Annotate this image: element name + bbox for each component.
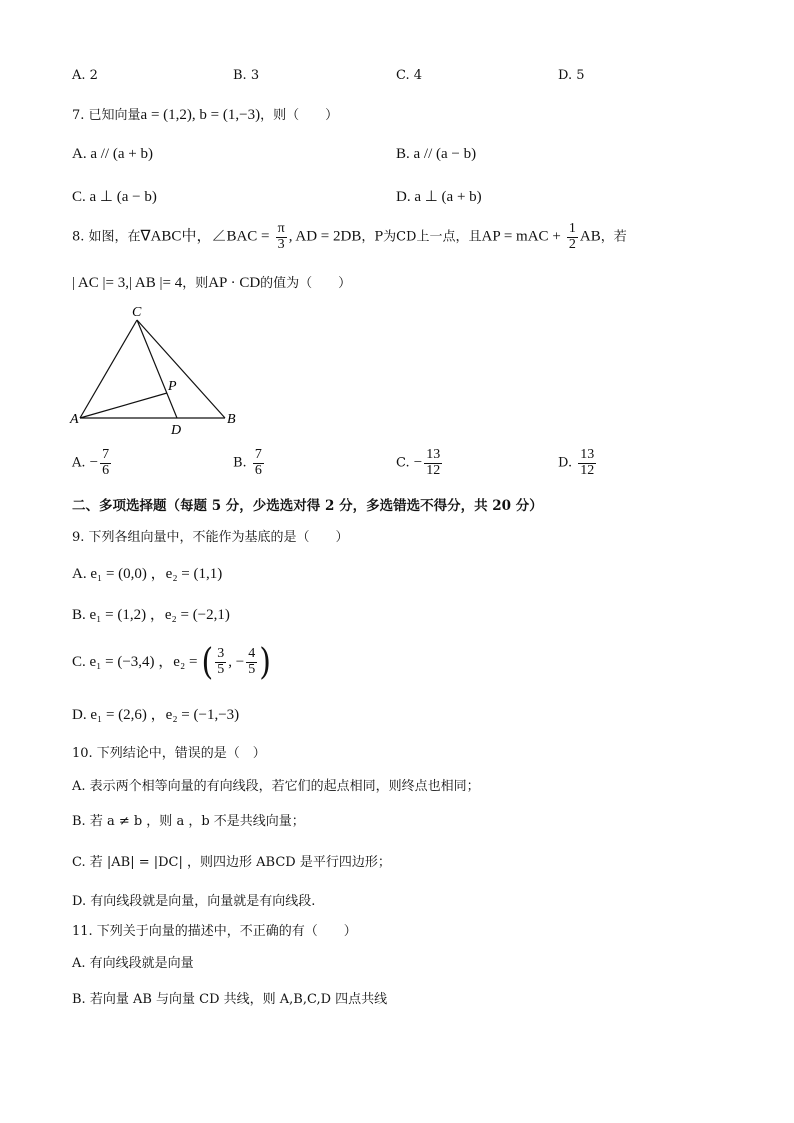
label-c: C xyxy=(132,305,142,320)
q8-two: 2 xyxy=(568,236,576,252)
q7-option-b: B. a // (a − b) xyxy=(396,146,477,162)
q8-ad: , AD = 2DB xyxy=(288,228,362,245)
label-a: A xyxy=(70,412,79,427)
section-heading: 二、多项选择题（每题 5 分，少选选对得 2 分，多选错选不得分，共 20 分） xyxy=(72,498,543,514)
q9-c-frac1 xyxy=(215,647,226,677)
q7-stem-prefix: 7. 已知向量 xyxy=(72,108,141,123)
q10-option-d: D. 有向线段就是向量，向量就是有向线段. xyxy=(72,894,316,909)
q9-c-f2-den: 5 xyxy=(248,662,256,677)
segment-cd xyxy=(137,320,177,418)
q8-option-c xyxy=(396,448,444,478)
q11-stem: 11. 下列关于向量的描述中，不正确的有（ ） xyxy=(72,924,357,939)
q8-angle: 中，∠BAC = xyxy=(181,228,270,245)
q9-c-f1-num: 3 xyxy=(217,646,225,662)
q8-stem-line1 xyxy=(72,222,627,252)
q8-ap: AP = mAC + xyxy=(481,228,561,245)
q8-opt-c-num: 13 xyxy=(426,447,441,462)
q8-triangle-figure xyxy=(60,300,260,440)
q8-triangle: ∇ABC xyxy=(140,228,182,245)
segment-cb xyxy=(137,320,225,418)
label-b: B xyxy=(227,412,236,427)
q8-prefix: 8. 如图，在 xyxy=(72,229,141,245)
q8-opt-a-sign: − xyxy=(89,454,99,471)
q8-option-a xyxy=(72,448,113,478)
q8-opt-d-num: 13 xyxy=(580,447,595,462)
q8-opt-d-label: D. xyxy=(558,455,573,471)
q8-one: 1 xyxy=(568,221,576,236)
q8-norms: | AC |= 3,| AB |= 4 xyxy=(72,275,183,291)
q8-dot-product: AP · CD xyxy=(208,275,261,291)
q8-one-half xyxy=(567,222,578,252)
left-paren-icon: ( xyxy=(201,641,214,684)
q8-point-p: ，P为CD上一点，且 xyxy=(361,229,482,245)
q8-opt-b-den: 6 xyxy=(254,462,262,478)
q9-c-f2-num: 4 xyxy=(248,646,256,662)
q6-option-d: D. 5 xyxy=(558,68,585,83)
q9-option-b: B. e₁ = (1,2) ，e₂ = (−2,1) xyxy=(72,607,230,623)
q8-three: 3 xyxy=(277,236,285,252)
q9-option-d: D. e₁ = (2,6) ，e₂ = (−1,−3) xyxy=(72,707,240,723)
q9-option-a: A. e₁ = (0,0) ，e₂ = (1,1) xyxy=(72,566,223,582)
q8-value-is: 的值为（ ） xyxy=(260,276,352,291)
q8-opt-c-label: C. xyxy=(396,455,410,471)
label-d: D xyxy=(171,423,182,438)
q8-opt-b-label: B. xyxy=(233,455,247,471)
q6-option-c: C. 4 xyxy=(396,68,423,83)
q9-c-frac2 xyxy=(246,647,257,677)
q9-stem: 9. 下列各组向量中，不能作为基底的是（ ） xyxy=(72,530,349,545)
q8-opt-a-num: 7 xyxy=(102,447,110,462)
q8-option-d xyxy=(558,448,598,478)
q7-option-a: A. a // (a + b) xyxy=(72,146,153,162)
q9-option-c xyxy=(72,641,271,684)
q8-option-b xyxy=(233,448,266,478)
q8-opt-b-frac xyxy=(253,448,264,478)
q7-stem-math: a = (1,2), b = (1,−3) xyxy=(140,107,261,123)
right-paren-icon: ) xyxy=(259,641,271,684)
q8-opt-d-den: 12 xyxy=(580,462,595,478)
q8-pi-over-3 xyxy=(276,222,287,252)
q8-then: ，则 xyxy=(182,276,209,291)
q8-opt-c-den: 12 xyxy=(426,462,441,478)
q7-option-c: C. a ⊥ (a − b) xyxy=(72,189,157,205)
q8-opt-a-den: 6 xyxy=(102,462,110,478)
q11-option-b: B. 若向量 AB 与向量 CD 共线，则 A,B,C,D 四点共线 xyxy=(72,992,388,1007)
q10-stem: 10. 下列结论中，错误的是（ ） xyxy=(72,746,266,761)
q10-option-b: B. 若 a ≠ b ，则 a ，b 不是共线向量； xyxy=(72,814,305,829)
q8-opt-d-frac xyxy=(578,448,596,478)
q9-c-f1-den: 5 xyxy=(217,662,225,677)
q7-stem xyxy=(72,104,338,124)
q8-pi: π xyxy=(277,221,285,236)
q10-option-c: C. 若 |AB| = |DC| ，则四边形 ABCD 是平行四边形； xyxy=(72,855,391,870)
q7-stem-suffix: ，则（ ） xyxy=(260,108,339,123)
q8-opt-b-num: 7 xyxy=(254,447,262,462)
segment-ac xyxy=(80,320,137,418)
q8-stem-line2 xyxy=(72,272,351,292)
q9-c-sep: , − xyxy=(228,654,245,670)
q8-if: ，若 xyxy=(600,229,627,245)
q8-opt-a-label: A. xyxy=(72,455,86,471)
q8-ab: AB xyxy=(579,228,601,245)
q6-option-b: B. 3 xyxy=(233,68,260,83)
q10-option-a: A. 表示两个相等向量的有向线段，若它们的起点相同，则终点也相同； xyxy=(72,779,480,794)
label-p: P xyxy=(168,379,177,394)
q8-opt-a-frac xyxy=(100,448,111,478)
q8-opt-c-sign: − xyxy=(413,454,423,471)
q8-opt-c-frac xyxy=(424,448,442,478)
q9-c-prefix: C. e₁ = (−3,4) ，e₂ = xyxy=(72,654,198,670)
q6-option-a: A. 2 xyxy=(72,68,98,83)
q7-option-d: D. a ⊥ (a + b) xyxy=(396,189,482,205)
q11-option-a: A. 有向线段就是向量 xyxy=(72,956,194,971)
